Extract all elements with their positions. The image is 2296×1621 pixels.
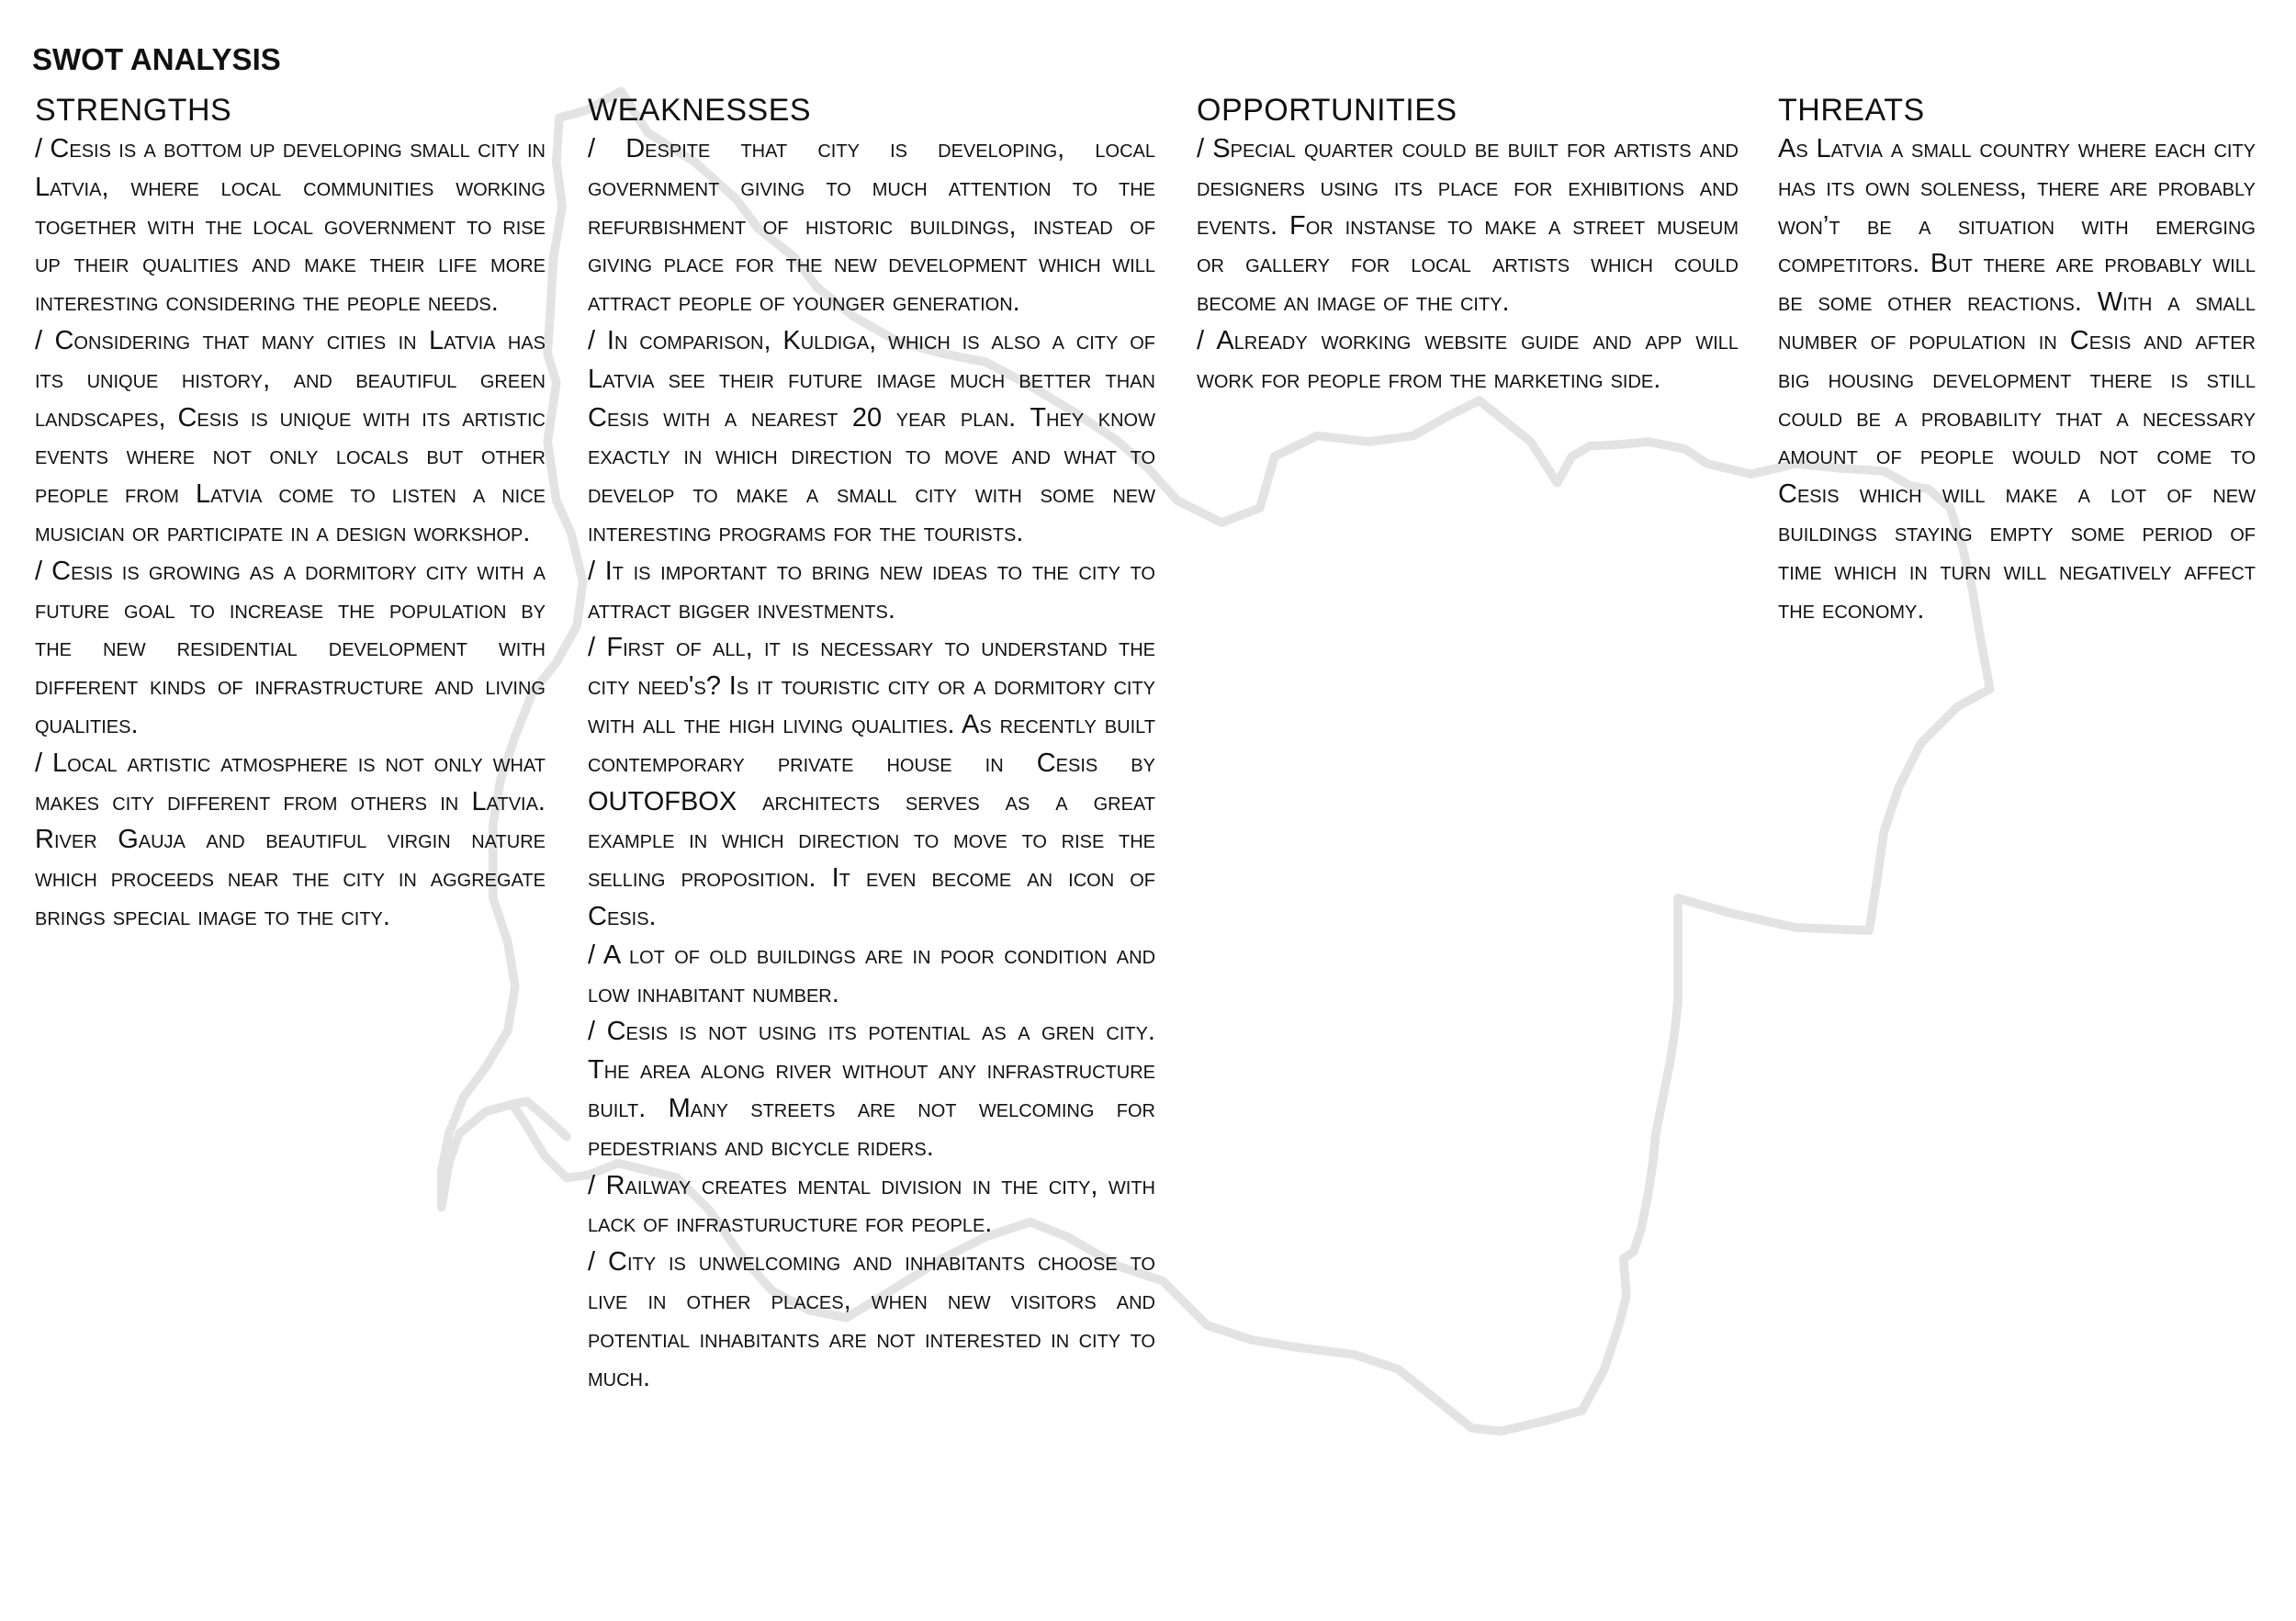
weaknesses-paragraph: / In comparison, Kuldiga, which is also a city of Latvia see their future image much better than Cesis with a nearest 20 year plan. They know exactly in which direction to move and what to develop to make a small city with some new interesting programs for the tourists. — [588, 325, 1155, 547]
threats-column — [1778, 92, 2256, 629]
weaknesses-heading: WEAKNESSES — [588, 93, 812, 128]
weaknesses-paragraph: / First of all, it is necessary to understand the city need's? Is it touristic city or a dormitory city with all the high living qualities. As recently built contemporary private house in Cesis by OUTOFBOX architects serves as a great example in which direction to move to rise the selling proposition. It even become an icon of Cesis. — [588, 633, 1155, 931]
strengths-column — [35, 92, 546, 937]
strengths-body — [35, 130, 546, 937]
strengths-heading: STRENGTHS — [35, 93, 232, 128]
weaknesses-paragraph: / City is unwelcoming and inhabitants choose to live in other places, when new visitors and potential inhabitants are not interested in city to much. — [588, 1247, 1155, 1392]
opportunities-body — [1197, 130, 1739, 400]
weaknesses-paragraph: / Despite that city is developing, local government giving to much attention to the refurbishment of historic buildings, instead of giving place for the new development which will attract people of younger generation. — [588, 134, 1155, 318]
weaknesses-body — [588, 130, 1155, 1397]
weaknesses-column — [588, 92, 1155, 1397]
opportunities-paragraph: / Special quarter could be built for artists and designers using its place for exhibitions and events. For instanse to make a street museum or gallery for local artists which could become an image of the city. — [1197, 134, 1739, 318]
strengths-paragraph: / Considering that many cities in Latvia has its unique history, and beautiful green landscapes, Cesis is unique with its artistic events where not only locals but other people from Latvia come to listen a nice musician or participate in a design workshop. — [35, 325, 546, 547]
strengths-paragraph: / Local artistic atmosphere is not only what makes city different from others in Latvia. River Gauja and beautiful virgin nature which proceeds near the city in aggregate brings special image to the city. — [35, 748, 546, 931]
threats-heading: THREATS — [1778, 93, 1925, 128]
threats-body — [1778, 130, 2256, 629]
opportunities-heading: OPPORTUNITIES — [1197, 93, 1458, 128]
strengths-paragraph: / Cesis is growing as a dormitory city with a future goal to increase the population by the new residential development with different kinds of infrastructure and living qualities. — [35, 556, 546, 739]
weaknesses-paragraph: / Railway creates mental division in the city, with lack of infrasturucture for people. — [588, 1170, 1155, 1239]
opportunities-column — [1197, 92, 1739, 400]
threats-paragraph: As Latvia a small country where each city has its own soleness, there are probably won’t be a situation with emerging competitors. But there are probably will be some other reactions. With a small number of population in Cesis and after big housing development there is still could be a probability that a necessary amount of people would not come to Cesis which will make a lot of new buildings staying empty some period of time which in turn will negatively affect the economy. — [1778, 134, 2257, 625]
weaknesses-paragraph: / It is important to bring new ideas to the city to attract bigger investments. — [588, 556, 1155, 625]
weaknesses-paragraph: / A lot of old buildings are in poor condition and low inhabitant number. — [588, 940, 1156, 1008]
inner-river-path — [512, 1101, 567, 1136]
opportunities-paragraph: / Already working website guide and app will work for people from the marketing side. — [1197, 325, 1739, 394]
weaknesses-paragraph: / Cesis is not using its potential as a gren city. The area along river without any infrastructure built. Many streets are not welcoming for pedestrians and bicycle riders. — [588, 1017, 1155, 1162]
strengths-paragraph: / Cesis is a bottom up developing small city in Latvia, where local communities working together with the local government to rise up their qualities and make their life more interesting considering the people needs. — [35, 134, 546, 318]
page-title: SWOT ANALYSIS — [32, 42, 281, 76]
